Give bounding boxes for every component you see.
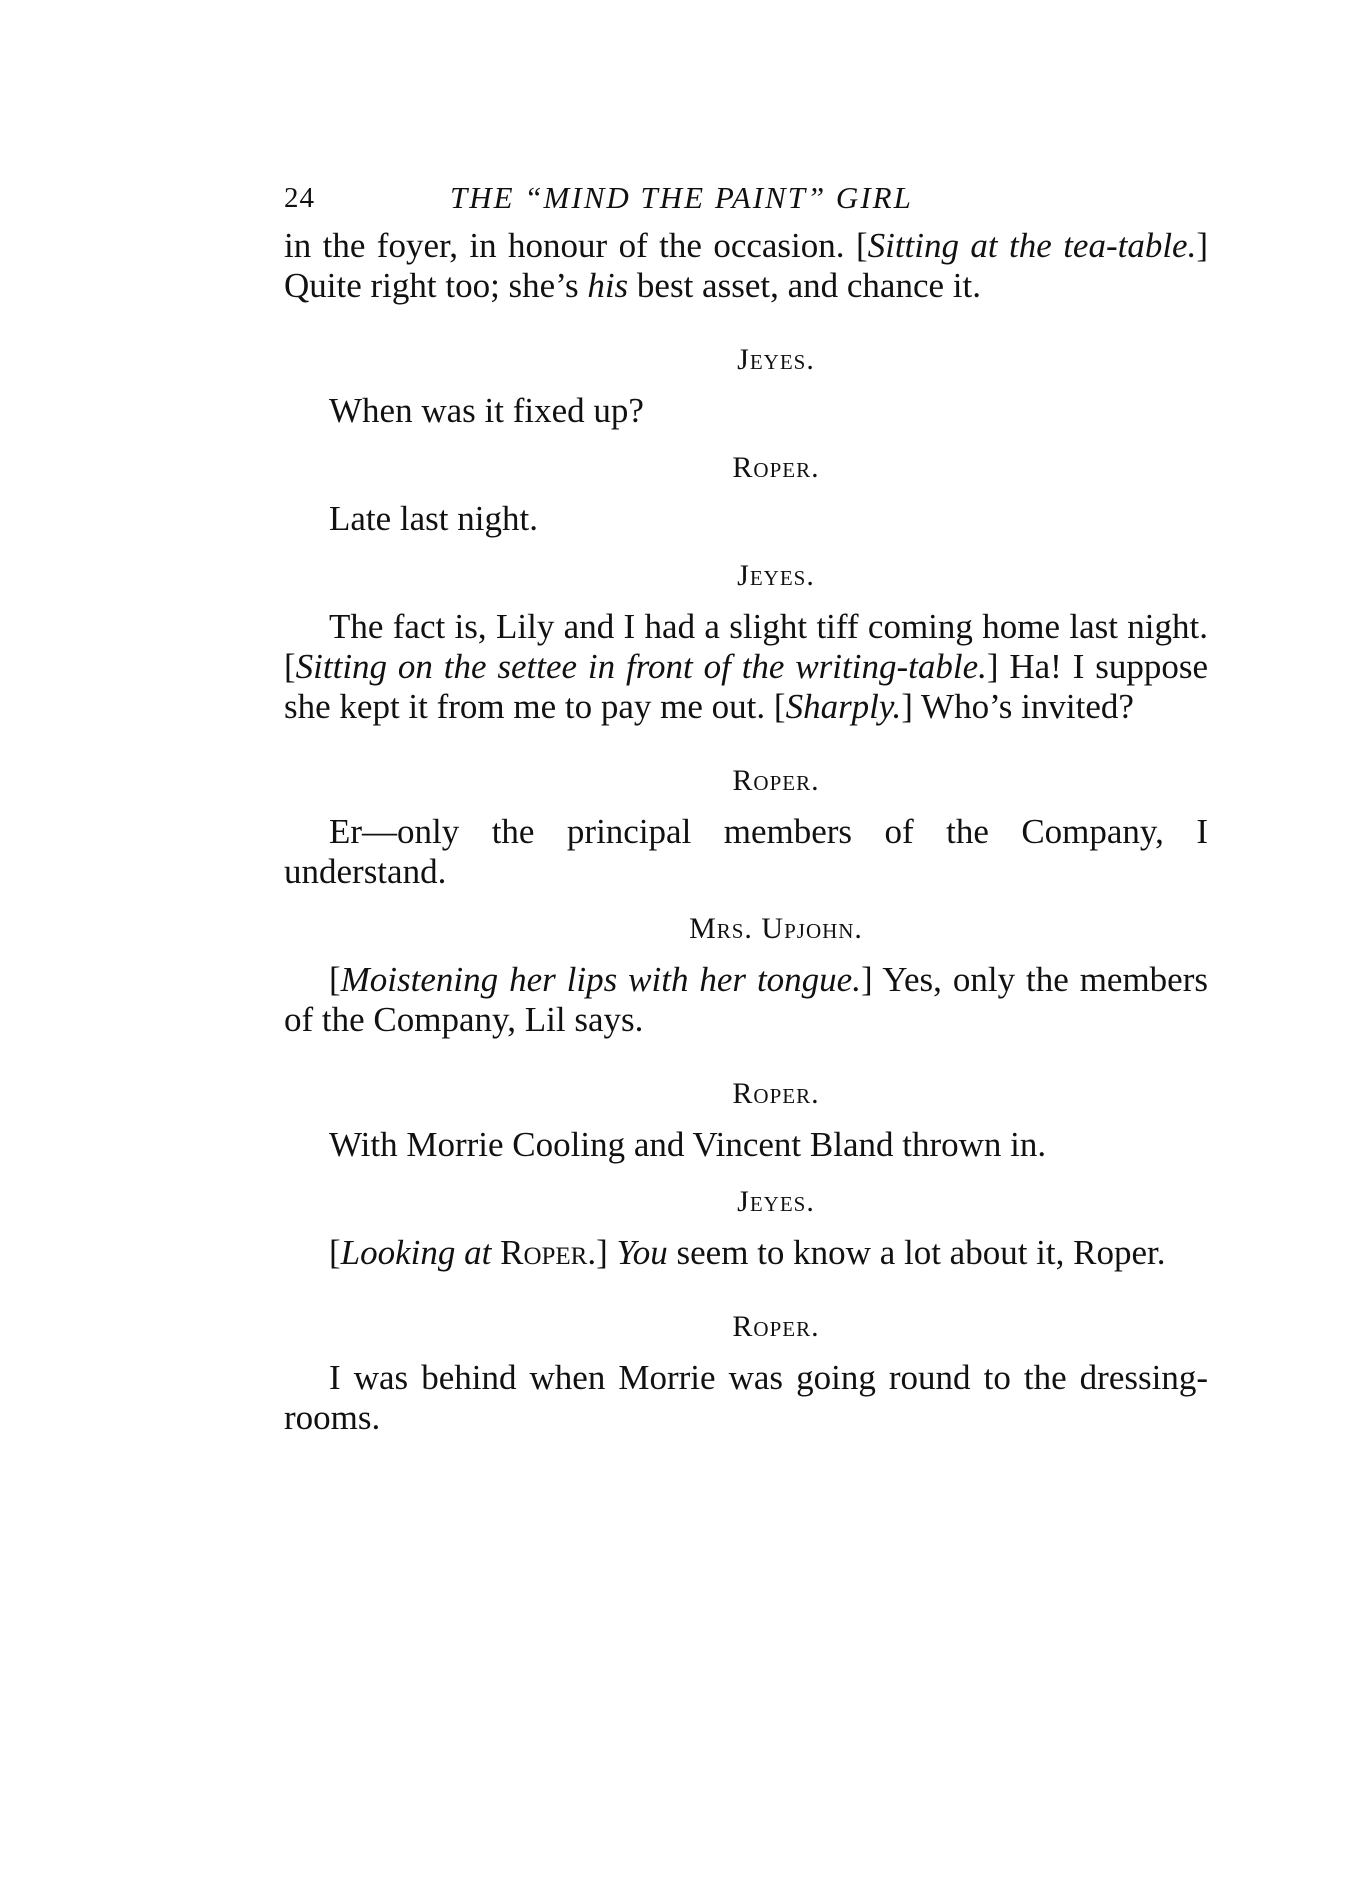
- paragraph-text: [284, 499, 1208, 539]
- dialogue-text: in the foyer, in honour of the occasion.: [284, 226, 856, 265]
- paragraph-text: [284, 226, 1208, 306]
- speaker-name: Jeyes.: [737, 343, 815, 376]
- speaker-name: Roper.: [732, 1077, 820, 1110]
- speech-paragraph: [284, 1233, 1208, 1273]
- paragraph-text: [284, 1358, 1208, 1438]
- speech-paragraph: [284, 391, 1208, 431]
- dialogue-text: seem to know a lot about it, Roper.: [667, 1233, 1166, 1272]
- speech-paragraph: [284, 960, 1208, 1040]
- dialogue-text: I was behind when Morrie was going round to the dressing-rooms.: [284, 1358, 1208, 1437]
- speaker-name: Roper.: [732, 451, 820, 484]
- dialogue-text: With Morrie Cooling and Vincent Bland thrown in.: [329, 1125, 1047, 1164]
- dialogue-text: ] Yes, only the members of the Company, Lil says.: [284, 960, 1208, 1039]
- dialogue-text: ] Ha! I suppose she kept it from me to pay me out. [: [284, 647, 1208, 726]
- stage-direction: Looking at: [340, 1233, 492, 1272]
- dialogue-text: [: [329, 1233, 341, 1272]
- dialogue-text: [: [855, 226, 868, 265]
- dialogue-text: Er—only the principal members of the Company, I understand.: [284, 812, 1208, 891]
- speech-paragraph: [284, 607, 1208, 727]
- speaker-name: Roper.: [732, 764, 820, 797]
- speech-paragraph: [284, 499, 1208, 539]
- speaker-name: Jeyes.: [737, 1185, 815, 1218]
- page-number: 24: [284, 182, 315, 214]
- dialogue-text: [: [284, 647, 296, 686]
- dialogue-text: When was it fixed up?: [329, 391, 644, 430]
- paragraph-text: [284, 1233, 1208, 1273]
- running-title: THE “MIND THE PAINT” GIRL: [450, 180, 913, 215]
- paragraph-text: [284, 607, 1208, 727]
- dialogue-text: ] Who’s invited?: [901, 687, 1134, 726]
- page-header: [284, 170, 1208, 226]
- dialogue-text: The fact is, Lily and I had a slight tiff coming home last night.: [329, 607, 1208, 646]
- speech-paragraph: [284, 1125, 1208, 1165]
- stage-direction: Sitting on the settee in front of the writing-table.: [295, 647, 987, 686]
- speaker-name: Mrs. Upjohn.: [689, 912, 863, 945]
- dialogue-text: ]: [596, 1233, 617, 1272]
- paragraph-text: [284, 1125, 1208, 1165]
- speaker-name: Jeyes.: [737, 559, 815, 592]
- stage-direction: Sharply.: [785, 687, 902, 726]
- play-text: [284, 226, 1208, 1438]
- paragraph-text: [284, 391, 1208, 431]
- stage-direction: Sitting at the tea-table.: [867, 226, 1197, 265]
- character-reference: Roper.: [491, 1233, 597, 1272]
- book-page: [284, 170, 1208, 1438]
- paragraph-text: [284, 812, 1208, 892]
- dialogue-text: Late last night.: [329, 499, 538, 538]
- stage-direction: Moistening her lips with her tongue.: [340, 960, 861, 999]
- dialogue-text: ] Quite right too; she’s: [284, 226, 1208, 305]
- speech-paragraph: [284, 812, 1208, 892]
- dialogue-text: [: [329, 960, 341, 999]
- stage-direction: You: [616, 1233, 668, 1272]
- stage-direction: his: [587, 266, 629, 305]
- dialogue-text: best asset, and chance it.: [628, 266, 981, 305]
- paragraph-text: [284, 960, 1208, 1040]
- speaker-name: Roper.: [732, 1310, 820, 1343]
- speech-paragraph: [284, 1358, 1208, 1438]
- continued-speech: [284, 226, 1208, 306]
